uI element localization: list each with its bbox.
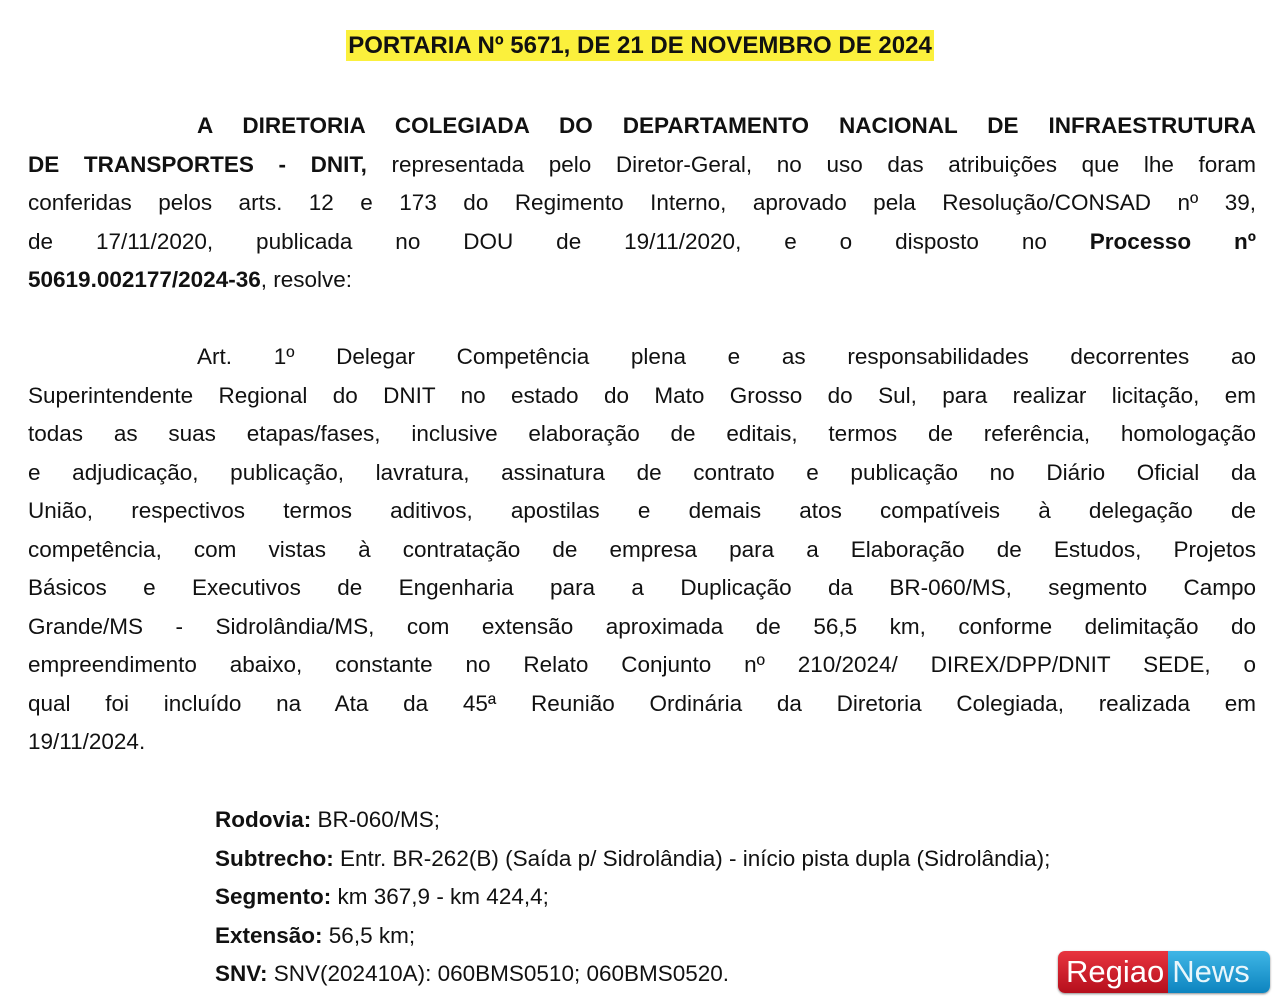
detail-subtrecho: Subtrecho: Entr. BR-262(B) (Saída p/ Sidrolândia) - início pista dupla (Sidrolândia); xyxy=(215,845,1051,871)
regiao-news-logo: Regiao News xyxy=(1058,951,1270,993)
document-title: PORTARIA Nº 5671, DE 21 DE NOVEMBRO DE 2024 xyxy=(348,32,932,59)
preamble-paragraph: A DIRETORIA COLEGIADA DO DEPARTAMENTO NACIONAL DE INFRAESTRUTURA DE TRANSPORTES - DNIT, representada pelo Diretor-Geral, no uso das atribuições que lhe foram conferidas pelos arts. 12 e 173 do Regimento Interno, aprovado pela Resolução/CONSAD nº 39, de 17/11/2020, publicada no DOU de 19/11/2020, e o disposto no Processo nº 50619.002177/2024-36, resolve: xyxy=(28,113,1256,292)
details-list xyxy=(215,801,1050,994)
detail-snv: SNV: SNV(202410A): 060BMS0510; 060BMS0520. xyxy=(215,961,730,986)
detail-extensao: Extensão: 56,5 km; xyxy=(215,922,416,948)
detail-rodovia: Rodovia: BR-060/MS; xyxy=(215,807,441,832)
article-1-paragraph: Art. 1º Delegar Competência plena e as responsabilidades decorrentes ao Superintendente Regional do DNIT no estado do Mato Grosso do Sul, para realizar licitação, em todas as suas etapas/fases, inclusive elaboração de editais, termos de referência, homologação e adjudicação, publicação, lavratura, assinatura de contrato e publicação no Diário Oficial da União, respectivos termos aditivos, apostilas e demais atos compatíveis à delegação de competência, com vistas à contratação de empresa para a Elaboração de Estudos, Projetos Básicos e Executivos de Engenharia para a Duplicação da BR-060/MS, segmento Campo Grande/MS - Sidrolândia/MS, com extensão aproximada de 56,5 km, conforme delimitação do empreendimento abaixo, constante no Relato Conjunto nº 210/2024/ DIREX/DPP/DNIT SEDE, o qual foi incluído na Ata da 45ª Reunião Ordinária da Diretoria Colegiada, realizada em 19/11/2024. xyxy=(28,344,1256,754)
detail-segmento: Segmento: km 367,9 - km 424,4; xyxy=(215,884,549,909)
